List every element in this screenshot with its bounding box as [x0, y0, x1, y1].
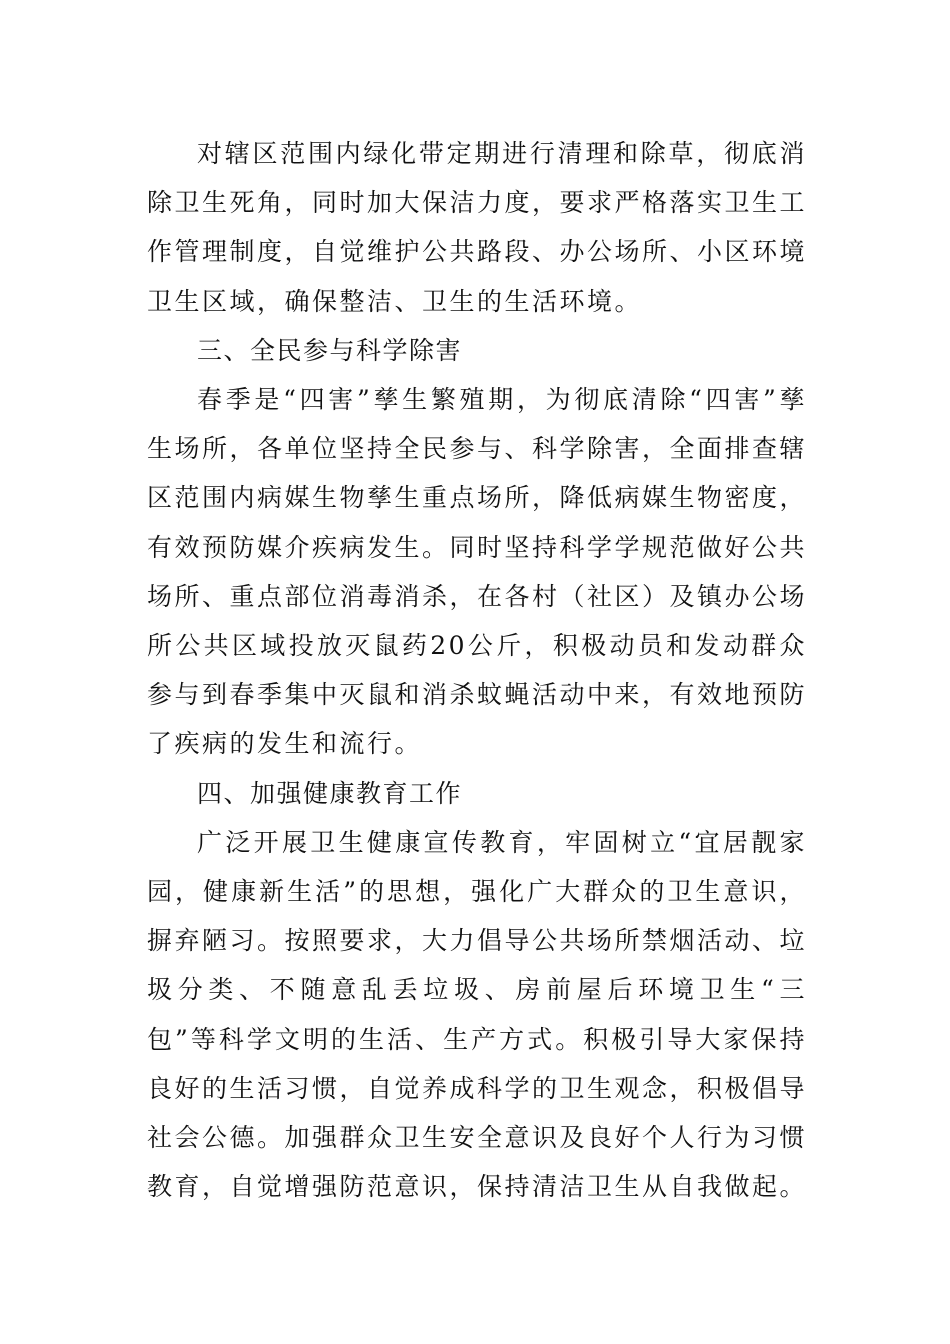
paragraph-pest-control: 春季是“四害”孳生繁殖期，为彻底清除“四害”孳生场所，各单位坚持全民参与、科学除害，全面排查辖区范围内病媒生物孳生重点场所，降低病媒生物密度，有效预防媒介疾病发生。同时坚持科学学规范做好公共场所、重点部位消毒消杀，在各村（社区）及镇办公场所公共区域投放灭鼠药20公斤，积极动员和发动群众参与到春季集中灭鼠和消杀蚊蝇活动中来，有效地预防了疾病的发生和流行。 — [147, 385, 808, 759]
section-heading-health-education: 四、加强健康教育工作 — [197, 778, 463, 808]
document-body — [147, 129, 807, 1211]
section-heading-pest-control: 三、全民参与科学除害 — [197, 335, 463, 365]
paragraph-health-education: 广泛开展卫生健康宣传教育，牢固树立“宜居靓家园，健康新生活”的思想，强化广大群众的卫生意识，摒弃陋习。按照要求，大力倡导公共场所禁烟活动、垃圾分类、不随意乱丢垃圾、房前屋后环境卫生“三包”等科学文明的生活、生产方式。积极引导大家保持良好的生活习惯，自觉养成科学的卫生观念，积极倡导社会公德。加强群众卫生安全意识及良好个人行为习惯教育，自觉增强防范意识，保持清洁卫生从自我做起。 — [147, 827, 808, 1202]
paragraph-greening-cleanup: 对辖区范围内绿化带定期进行清理和除草，彻底消除卫生死角，同时加大保洁力度，要求严格落实卫生工作管理制度，自觉维护公共路段、办公场所、小区环境卫生区域，确保整洁、卫生的生活环境。 — [147, 139, 808, 316]
